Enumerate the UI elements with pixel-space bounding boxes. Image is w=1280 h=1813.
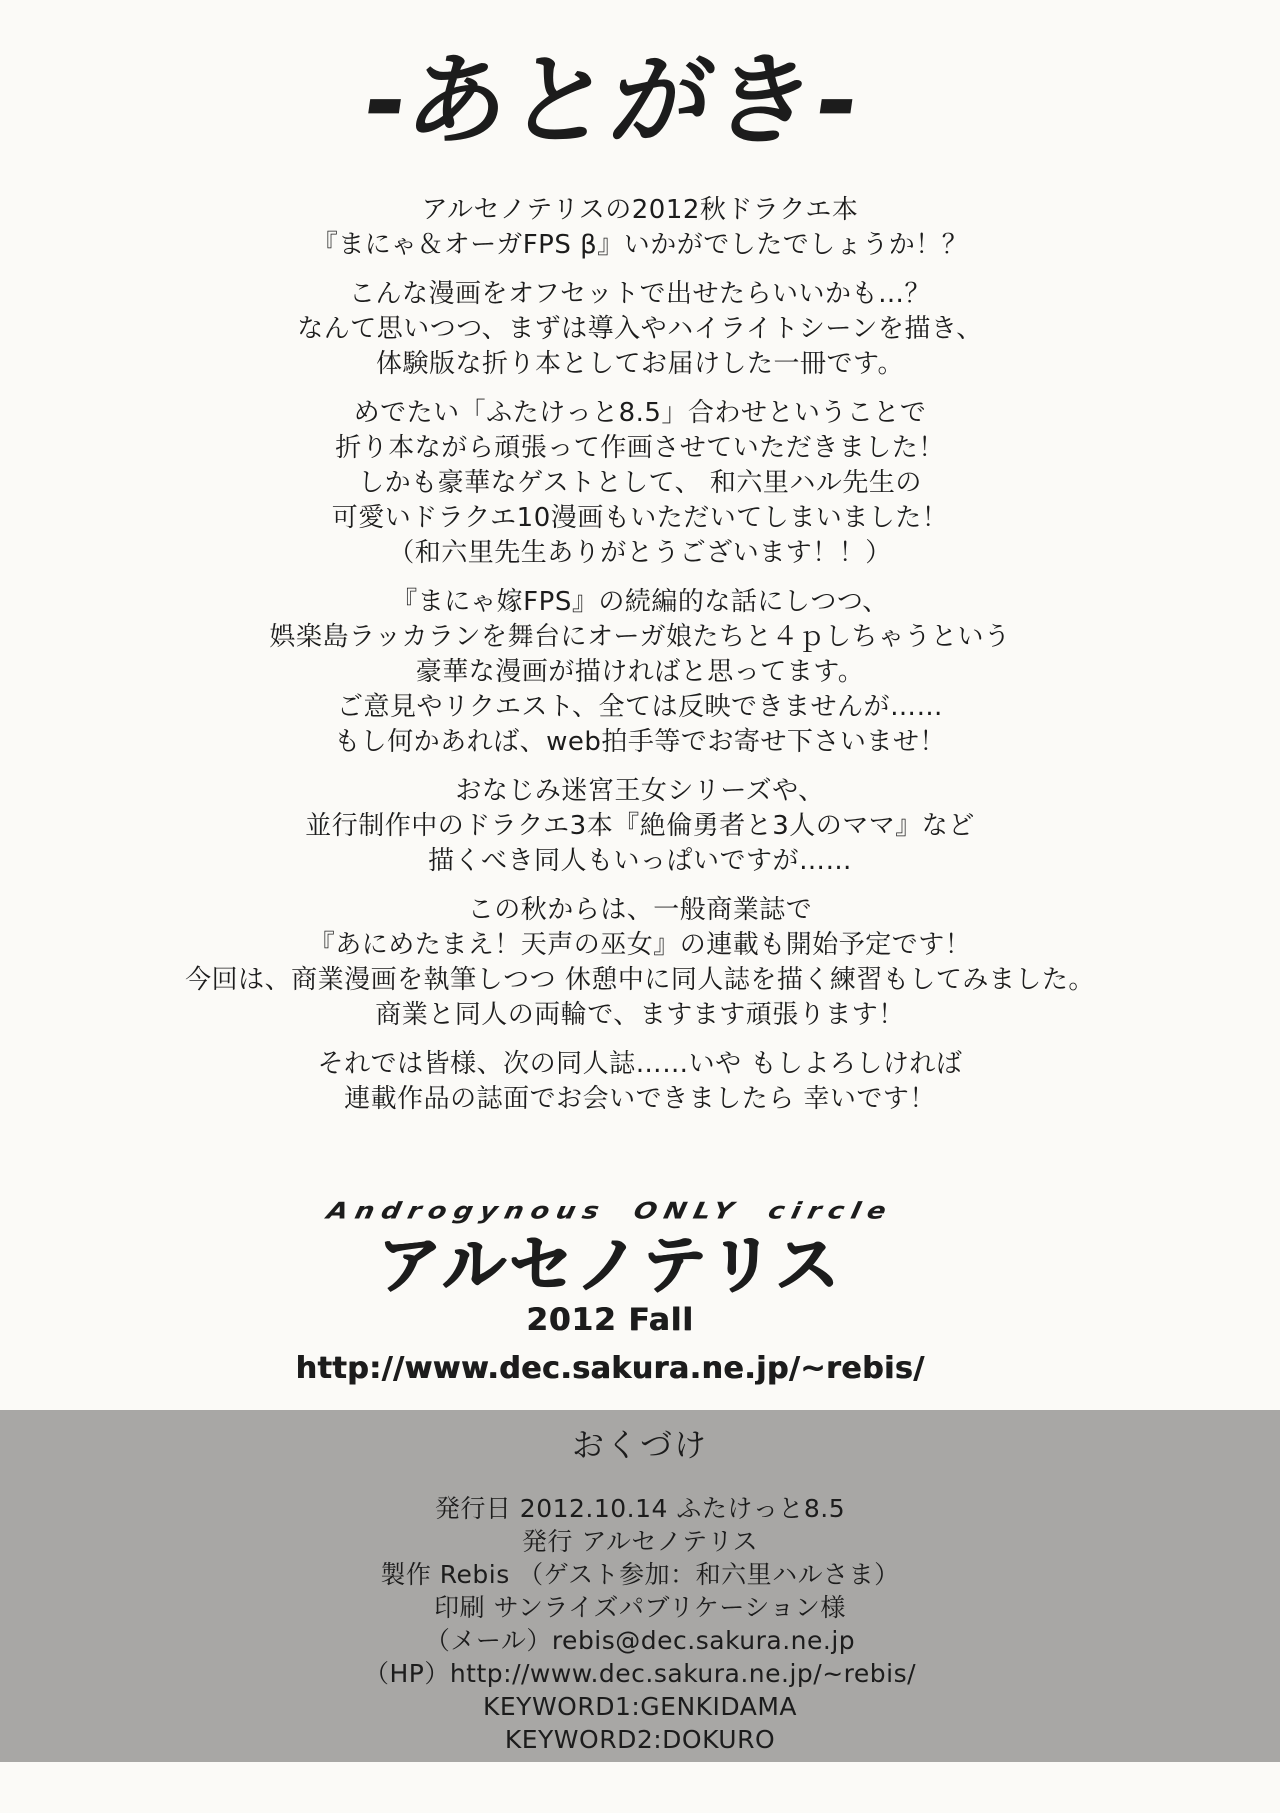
afterword-paragraph-2 bbox=[0, 277, 1280, 382]
circle-tagline: Androgynous ONLY circle bbox=[324, 1198, 896, 1225]
text-line: ご意見やリクエスト、全ては反映できませんが…… bbox=[336, 692, 944, 722]
afterword-paragraph-6 bbox=[0, 893, 1280, 1033]
text-line: アルセノテリスの2012秋ドラクエ本 bbox=[421, 195, 859, 225]
afterword-paragraph-1 bbox=[0, 193, 1280, 263]
circle-name-logo: アルセノテリス bbox=[377, 1229, 843, 1303]
text-line: 折り本ながら頑張って作画させていただきました！ bbox=[335, 433, 945, 463]
text-line: 可愛いドラクエ10漫画もいただいてしまいました！ bbox=[331, 503, 949, 533]
text-line: 体験版な折り本としてお届けした一冊です。 bbox=[376, 349, 904, 379]
text-line: （HP）http://www.dec.sakura.ne.jp/~rebis/ bbox=[363, 1659, 917, 1688]
afterword-paragraph-3 bbox=[0, 396, 1280, 571]
text-line: 『まにゃ＆オーガFPS β』いかがでしたでしょうか！？ bbox=[311, 230, 969, 260]
text-line: 商業と同人の両輪で、ますます頑張ります！ bbox=[375, 1000, 905, 1030]
text-line: 『あにめたまえ！天声の巫女』の連載も開始予定です！ bbox=[308, 930, 972, 960]
text-line: もし何かあれば、web拍手等でお寄せ下さいませ！ bbox=[334, 727, 946, 757]
colophon-lines bbox=[0, 1492, 1280, 1756]
afterword-body bbox=[0, 193, 1280, 1117]
text-line: おなじみ迷宮王女シリーズや、 bbox=[455, 776, 825, 806]
circle-logo-block bbox=[0, 1196, 1250, 1386]
text-line: 連載作品の誌面でお会いできましたら 幸いです！ bbox=[344, 1084, 936, 1114]
text-line: しかも豪華なゲストとして、 和六里ハル先生の bbox=[358, 468, 922, 498]
text-line: 発行日 2012.10.14 ふたけっと8.5 bbox=[434, 1494, 846, 1523]
text-line: KEYWORD2:DOKURO bbox=[504, 1725, 776, 1754]
text-line: 豪華な漫画が描ければと思ってます。 bbox=[415, 657, 865, 687]
text-line: 描くべき同人もいっぱいですが…… bbox=[427, 846, 852, 876]
text-line: （和六里先生ありがとうございます！！） bbox=[388, 538, 892, 568]
text-line: こんな漫画をオフセットで出せたらいいかも…？ bbox=[349, 279, 931, 309]
text-line: この秋からは、一般商業誌で bbox=[467, 895, 813, 925]
circle-season: 2012 Fall bbox=[526, 1302, 694, 1339]
circle-website-url: http://www.dec.sakura.ne.jp/~rebis/ bbox=[295, 1351, 925, 1387]
afterword-paragraph-5 bbox=[0, 774, 1280, 879]
afterword-paragraph-4 bbox=[0, 585, 1280, 760]
text-line: 今回は、商業漫画を執筆しつつ 休憩中に同人誌を描く練習もしてみました。 bbox=[185, 965, 1095, 995]
text-line: 発行 アルセノテリス bbox=[521, 1527, 759, 1556]
text-line: 製作 Rebis （ゲスト参加：和六里ハルさま） bbox=[380, 1560, 900, 1589]
text-line: 印刷 サンライズパブリケーション様 bbox=[434, 1593, 846, 1622]
text-line: なんて思いつつ、まずは導入やハイライトシーンを描き、 bbox=[297, 314, 983, 344]
text-line: （メール）rebis@dec.sakura.ne.jp bbox=[424, 1626, 856, 1655]
text-line: 『まにゃ嫁FPS』の続編的な話にしつつ、 bbox=[391, 587, 889, 617]
text-line: KEYWORD1:GENKIDAMA bbox=[482, 1692, 798, 1721]
text-line: 並行制作中のドラクエ3本『絶倫勇者と3人のママ』など bbox=[305, 811, 975, 841]
text-line: それでは皆様、次の同人誌……いや もしよろしければ bbox=[317, 1049, 963, 1079]
afterword-paragraph-7 bbox=[0, 1047, 1280, 1117]
colophon-box bbox=[0, 1410, 1280, 1762]
page-title: -あとがき- bbox=[356, 42, 868, 159]
text-line: 娯楽島ラッカランを舞台にオーガ娘たちと４ｐしちゃうという bbox=[269, 622, 1011, 652]
colophon-title: おくづけ bbox=[571, 1426, 708, 1464]
text-line: めでたい「ふたけっと8.5」合わせということで bbox=[353, 398, 927, 428]
